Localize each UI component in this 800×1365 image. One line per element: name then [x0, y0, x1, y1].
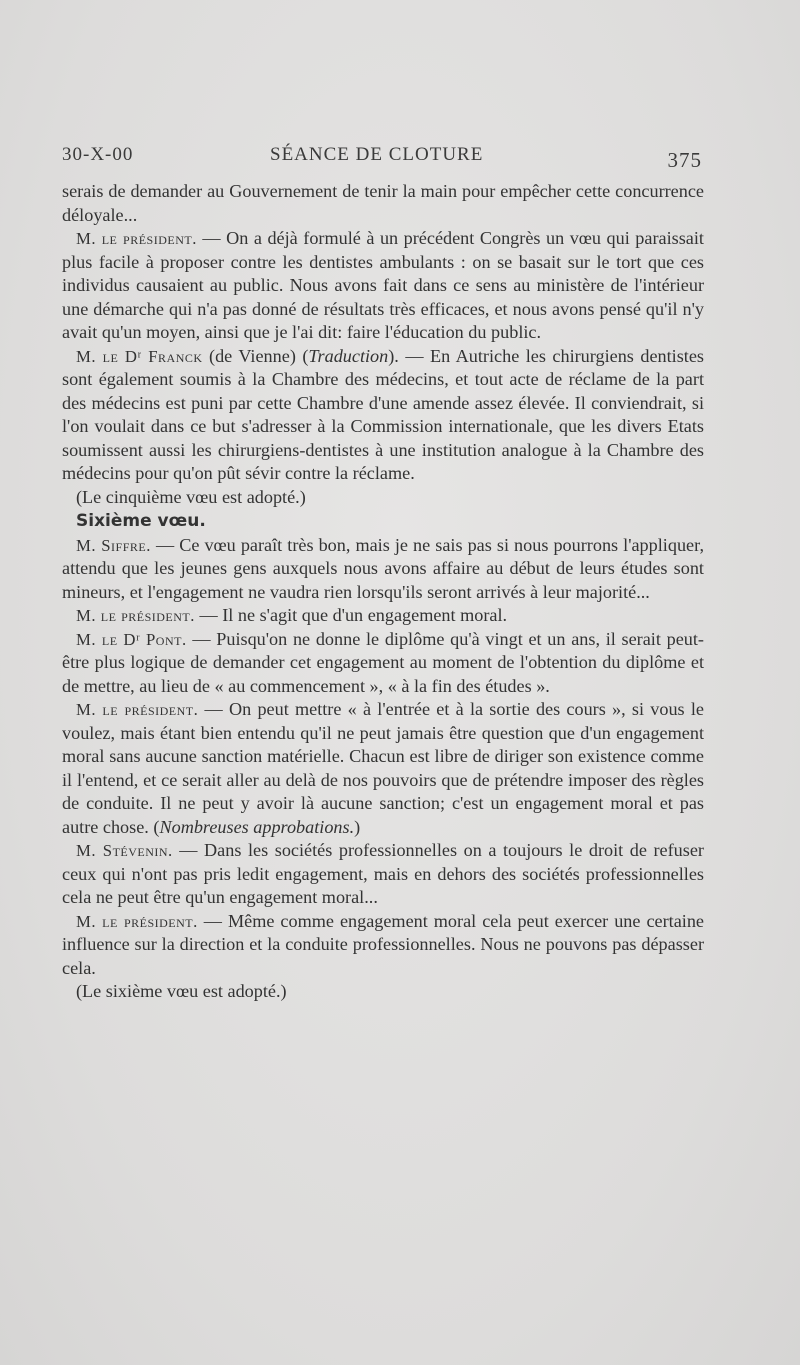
paragraph-franck: M. le Dʳ Franck (de Vienne) (Traduction). — En Autriche les chirurgiens dentistes sont également soumis à la Chambre des médecins, et tout acte de réclame de la part des médecins est puni par cette Chambre d'une amende assez élevée. Il conviendrait, si l'on voulait dans ce but s'adresser à la Commission internationale, que les divers Etats soumissent aussi les chirurgiens-dentistes à une institution analogue à la Chambre des médecins pour qu'on pût sévir contre la réclame. [62, 345, 704, 483]
speaker-name: M. le président. [76, 229, 197, 248]
speaker-name: M. Stévenin. [76, 841, 173, 860]
speaker-name: M. le président. [76, 911, 198, 931]
paragraph-president-4: M. le président. — Même comme engagement moral cela peut exercer une certaine influence sur la direction et la conduite professionnelles. Nous ne pouvons pas dépasser cela. [62, 910, 705, 978]
paragraph-president-1: M. le président. — On a déjà formulé à un précédent Congrès un vœu qui paraissait plus facile à proposer contre les dentistes ambulants : on se basait sur le tort que ces individus causaient au public. Nous avons fait dans ce sens au ministère de l'intérieur une démarche qui n'a pas donné de résultats très efficaces, et nous avons pensé qu'il n'y avait qu'un moyen, ainsi que je l'ai dit: faire l'éducation du public. [62, 228, 704, 342]
section-heading: Sixième vœu. [76, 511, 206, 531]
paragraph-sixth-adopted: (Le sixième vœu est adopté.) [76, 981, 287, 1001]
speaker-name: M. Siffre. [76, 535, 151, 555]
speaker-name: M. le Dʳ Pont. [76, 629, 187, 649]
paragraph-stevenin: M. Stévenin. — Dans les sociétés professionnelles on a toujours le droit de refuser ceux qui n'ont pas pris ledit engagement, mais en dehors des sociétés professionnelles cela ne peut être qu'un engagement moral... [62, 840, 704, 907]
paragraph-president-3: M. le président. — On peut mettre « à l'entrée et à la sortie des cours », si vous le voulez, mais étant bien entendu qu'il ne peut jamais être question que d'un engagement moral sans aucune sanction matérielle. Chacun est libre de diriger son existence comme il l'entend, et ce serait aller au delà de nos pouvoirs que de prétendre imposer des règles de conduite. Il ne peut y avoir là aucune sanction; c'est un engagement moral et pas autre chose. (Nombreuses approbations.) [62, 699, 704, 837]
body-text [62, 180, 704, 1004]
paragraph-fifth-adopted: (Le cinquième vœu est adopté.) [76, 486, 306, 507]
paragraph-president-2: M. le président. — Il ne s'agit que d'un engagement moral. [76, 605, 508, 625]
session-date: 30-X-00 [62, 144, 134, 165]
speaker-name: M. le président. [76, 606, 195, 625]
page-number: 375 [667, 148, 702, 172]
running-title: SÉANCE DE CLOTURE [270, 144, 484, 165]
paragraph-pont: M. le Dʳ Pont. — Puisqu'on ne donne le diplôme qu'à vingt et un ans, il serait peut-être plus logique de demander cet engagement au moment de l'obtention du diplôme et de mettre, au lieu de « au commencement », « à la fin des études ». [62, 628, 704, 696]
paragraph-siffre: M. Siffre. — Ce vœu paraît très bon, mais je ne sais pas si nous pourrons l'appliquer, attendu que les jeunes gens auxquels nous avons affaire au début de leurs études sont mineurs, et l'engagement ne vaudra rien lorsqu'ils seront arrivés à leur majorité... [62, 534, 704, 602]
paragraph-continuation: serais de demander au Gouvernement de tenir la main pour empêcher cette concurrence déloyale... [62, 181, 704, 225]
speaker-name: M. le Dʳ Franck [76, 346, 203, 366]
speaker-name: M. le président. [76, 700, 199, 719]
running-header [62, 144, 702, 178]
